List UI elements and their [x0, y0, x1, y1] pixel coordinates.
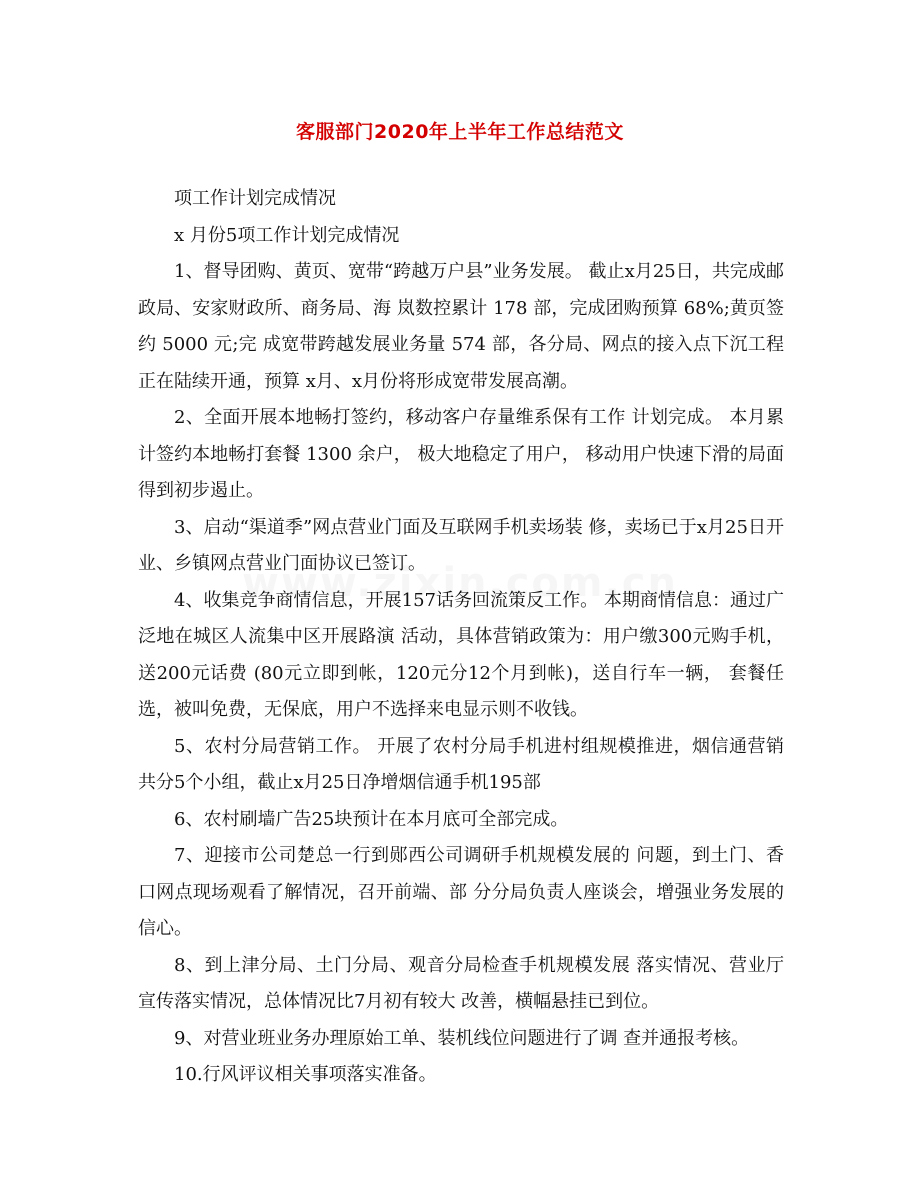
paragraph-item-10: 10.行风评议相关事项落实准备。 — [174, 1064, 437, 1085]
paragraph-item-5: 5、农村分局营销工作。 开展了农村分局手机进村组规模推进，烟信通营销共分5个小组，截止x月25日净增烟信通手机195部 — [138, 735, 784, 793]
paragraph-item-1: 1、督导团购、黄页、宽带“跨越万户县”业务发展。 截止x月25日，共完成邮政局、安家财政所、商务局、海 岚数控累计 178 部，完成团购预算 68%;黄页签约 5000 元;完 成宽带跨越发展业务量 574 部，各分局、网点的接入点下沉工程 正在陆续开通，预算 x月、x月份将形成宽带发展高潮。 — [138, 261, 784, 392]
paragraph-heading-2: x 月份5项工作计划完成情况 — [174, 224, 400, 246]
paragraph-item-7: 7、迎接市公司楚总一行到郧西公司调研手机规模发展的 问题，到土门、香口网点现场观看了解情况，召开前端、部 分分局负责人座谈会，增强业务发展的信心。 — [138, 845, 784, 939]
paragraph-item-3: 3、启动“渠道季”网点营业门面及互联网手机卖场装 修，卖场已于x月25日开业、乡镇网点营业门面协议已签订。 — [138, 516, 784, 574]
paragraph-item-4: 4、收集竞争商情信息，开展157话务回流策反工作。 本期商情信息：通过广泛地在城区人流集中区开展路演 活动，具体营销政策为：用户缴300元购手机，送200元话费 (80元立即到帐，120元分12个月到帐)，送自行车一辆， 套餐任选，被叫免费，无保底，用户不选择来电显示则不收钱。 — [138, 589, 784, 720]
paragraph-item-6: 6、农村刷墙广告25块预计在本月底可全部完成。 — [174, 808, 569, 830]
document-title: 客服部门2020年上半年工作总结范文 — [296, 121, 624, 143]
document-body — [138, 181, 784, 1094]
paragraph-heading-1: 项工作计划完成情况 — [174, 188, 336, 209]
paragraph-item-8: 8、到上津分局、土门分局、观音分局检查手机规模发展 落实情况、营业厅宣传落实情况，总体情况比7月初有较大 改善，横幅悬挂已到位。 — [138, 954, 784, 1012]
paragraph-item-9: 9、对营业班业务办理原始工单、装机线位问题进行了调 查并通报考核。 — [174, 1027, 750, 1049]
paragraph-item-2: 2、全面开展本地畅打签约，移动客户存量维系保有工作 计划完成。 本月累计签约本地畅打套餐 1300 余户， 极大地稳定了用户， 移动用户快速下滑的局面得到初步遏止。 — [138, 407, 784, 501]
